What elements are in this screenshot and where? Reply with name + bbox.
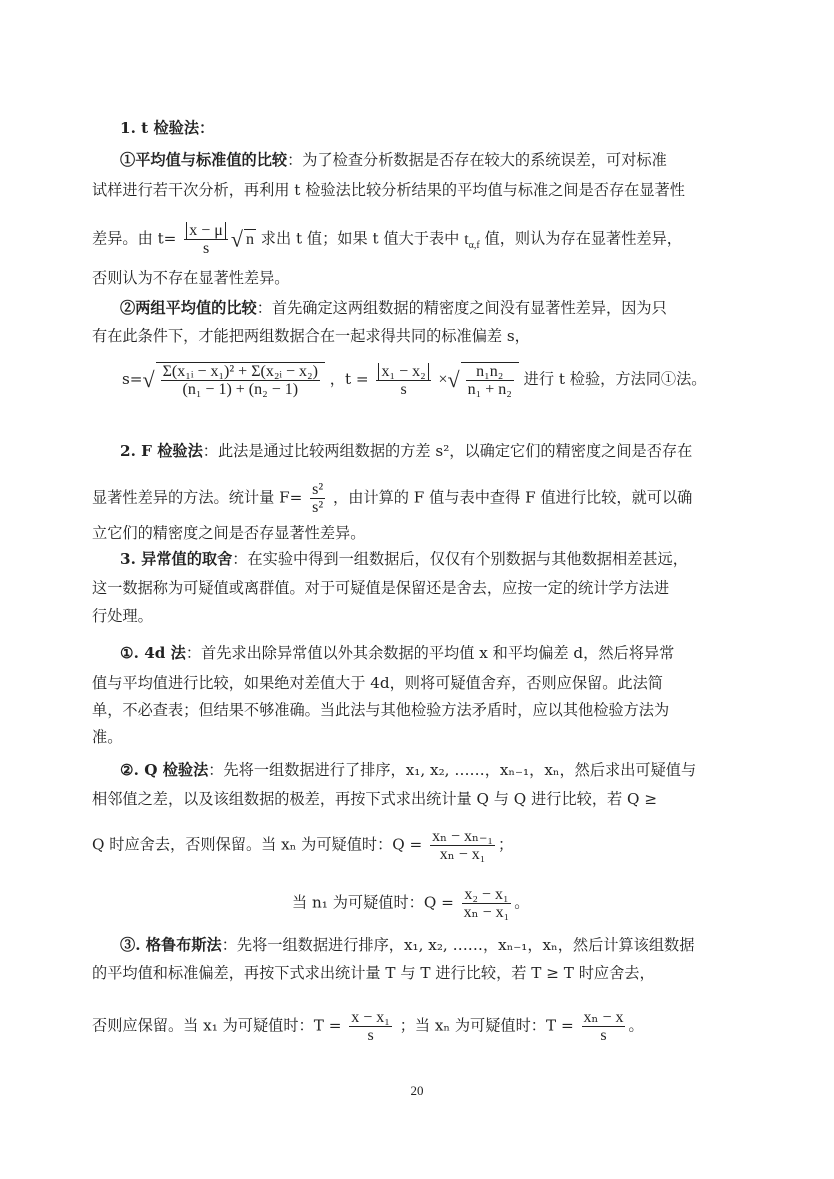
- section-2-heading: 2. F 检验法: [120, 442, 203, 460]
- f-numerator: s²: [312, 481, 324, 498]
- paragraph-line: 的平均值和标准偏差，再按下式求出统计量 T 与 T 进行比较，若 T ≥ T 时应舍去，: [92, 964, 655, 982]
- text-span: 值，则认为存在显著性差异，: [484, 229, 682, 248]
- text-span: 当 n₁ 为可疑值时：Q =: [292, 893, 454, 912]
- t2-denominator: s: [400, 380, 407, 398]
- paragraph-line: 行处理。: [92, 607, 153, 625]
- sqrt-icon: √: [230, 226, 243, 252]
- n-formula: [466, 363, 514, 398]
- text-span: ：先将一组数据进行排序，x₁, x₂, ……，xₙ₋₁，xₙ，然后计算该组数据: [221, 936, 695, 954]
- g1-numerator: x − x₁: [351, 1009, 390, 1026]
- s-numerator: Σ(x₁ᵢ − x₁)² + Σ(x₂ᵢ − x₂): [162, 363, 318, 380]
- text-span: 。: [514, 893, 530, 912]
- section-3-heading: 3. 异常值的取舍: [120, 550, 233, 568]
- paragraph-line: [292, 886, 529, 921]
- sqrt-icon: √: [447, 367, 460, 392]
- q2-formula: [462, 886, 512, 921]
- paragraph-line: 立它们的精密度之间是否存显著性差异。: [92, 524, 366, 542]
- text-span: ，由计算的 F 值与表中查得 F 值进行比较，就可以确: [333, 488, 693, 507]
- text-span: ：在实验中得到一组数据后，仅仅有个别数据与其他数据相差甚远，: [232, 550, 688, 568]
- f-denominator: s²: [312, 499, 324, 516]
- subsection-heading: ②两组平均值的比较: [120, 299, 257, 317]
- subsection-heading: ①. 4d 法: [120, 644, 186, 662]
- times-sign: ×: [438, 371, 448, 388]
- text-span: ：先将一组数据进行了排序，x₁, x₂, ……，xₙ₋₁，xₙ，然后求出可疑值与: [208, 761, 697, 779]
- text-span: ，t =: [329, 370, 369, 388]
- text-span: 否则应保留。当 x₁ 为可疑值时：T =: [92, 1016, 342, 1035]
- t2-formula: [376, 363, 430, 398]
- text-span: ：首先确定这两组数据的精密度之间没有显著性差异，因为只: [256, 299, 667, 317]
- text-span: ：为了检查分析数据是否存在较大的系统误差，可对标准: [287, 151, 667, 169]
- paragraph-line: 相邻值之差，以及该组数据的极差，再按下式求出统计量 Q 与 Q 进行比较，若 Q ≥: [92, 790, 658, 808]
- text-span: 进行 t 检验，方法同①法。: [523, 370, 707, 388]
- paragraph-line: [120, 549, 688, 569]
- q1-numerator: xₙ − xₙ₋₁: [432, 828, 493, 845]
- paragraph-line: [120, 298, 667, 318]
- q1-formula: [430, 828, 495, 863]
- s-formula: [161, 363, 320, 398]
- paragraph-line: [92, 222, 682, 257]
- text-span: ：此法是通过比较两组数据的方差 s²，以确定它们的精密度之间是否存在: [202, 442, 693, 460]
- paragraph-line: [120, 643, 674, 663]
- paragraph-line: 单，不必查表；但结果不够准确。当此法与其他检验方法矛盾时，应以其他检验方法为: [92, 701, 670, 719]
- text-span: 。: [628, 1016, 644, 1035]
- subsection-heading: ②. Q 检验法: [120, 761, 209, 779]
- paragraph-line: 试样进行若干次分析，再利用 t 检验法比较分析结果的平均值与标准之间是否存在显著性: [92, 181, 685, 199]
- paragraph-line: 有在此条件下，才能把两组数据合在一起求得共同的标准偏差 s，: [92, 327, 530, 345]
- text-span: Q 时应舍去，否则保留。当 xₙ 为可疑值时：Q =: [92, 835, 423, 854]
- t-denominator: s: [202, 240, 210, 257]
- n-denominator: n₁ + n₂: [467, 381, 512, 398]
- text-span: 求出 t 值；如果 t 值大于表中: [260, 229, 460, 248]
- sqrt-body: [156, 362, 325, 398]
- pooled-sd-formula-line: [122, 362, 706, 398]
- sqrt-body: [461, 362, 519, 398]
- t-numerator: x − μ: [186, 222, 226, 239]
- t-alpha-f: $t_{\alpha,f}$: [464, 230, 480, 251]
- section-1-heading: 1. t 检验法：: [120, 119, 215, 137]
- paragraph-line: [92, 828, 513, 863]
- paragraph-line: 否则认为不存在显著性差异。: [92, 269, 290, 287]
- f-formula: [310, 481, 325, 516]
- g2-formula: [582, 1009, 626, 1044]
- paragraph-line: 准。: [92, 728, 123, 746]
- sqrt-n: n: [245, 231, 254, 248]
- q2-denominator: xₙ − x₁: [463, 904, 510, 921]
- t-formula: [184, 222, 228, 257]
- g2-numerator: xₙ − x: [583, 1009, 624, 1026]
- n-numerator: n₁n₂: [466, 363, 514, 381]
- paragraph-line: [92, 1009, 644, 1044]
- s-denominator: (n₁ − 1) + (n₂ − 1): [182, 381, 299, 398]
- q1-denominator: xₙ − x₁: [439, 846, 486, 863]
- paragraph-line: 值与平均值进行比较，如果绝对差值大于 4d，则将可疑值舍弃，否则应保留。此法简: [92, 674, 663, 692]
- subsection-heading: ①平均值与标准值的比较: [120, 151, 288, 169]
- text-span: 差异。由 t=: [92, 229, 177, 248]
- sqrt-icon: √: [142, 367, 155, 392]
- paragraph-line: [120, 441, 692, 461]
- g1-formula: [349, 1009, 392, 1044]
- text-span: ；: [497, 835, 514, 854]
- subsection-heading: ③. 格鲁布斯法: [120, 936, 222, 954]
- g2-denominator: s: [600, 1027, 607, 1044]
- page-number: 20: [410, 1083, 424, 1098]
- text-span: 显著性差异的方法。统计量 F=: [92, 488, 303, 507]
- paragraph-line: [120, 150, 667, 170]
- paragraph-line: [120, 935, 694, 955]
- t2-numerator: x₁ − x₂: [378, 363, 428, 380]
- paragraph-line: [120, 760, 696, 780]
- g1-denominator: s: [367, 1027, 374, 1044]
- paragraph-line: 这一数据称为可疑值或离群值。对于可疑值是保留还是舍去，应按一定的统计学方法进: [92, 579, 670, 597]
- text-span: ；当 xₙ 为可疑值时：T =: [399, 1016, 574, 1035]
- text-span: s=: [122, 370, 143, 388]
- paragraph-line: [92, 481, 692, 516]
- q2-numerator: x₂ − x₁: [462, 886, 512, 904]
- text-span: ：首先求出除异常值以外其余数据的平均值 x 和平均偏差 d，然后将异常: [185, 644, 675, 662]
